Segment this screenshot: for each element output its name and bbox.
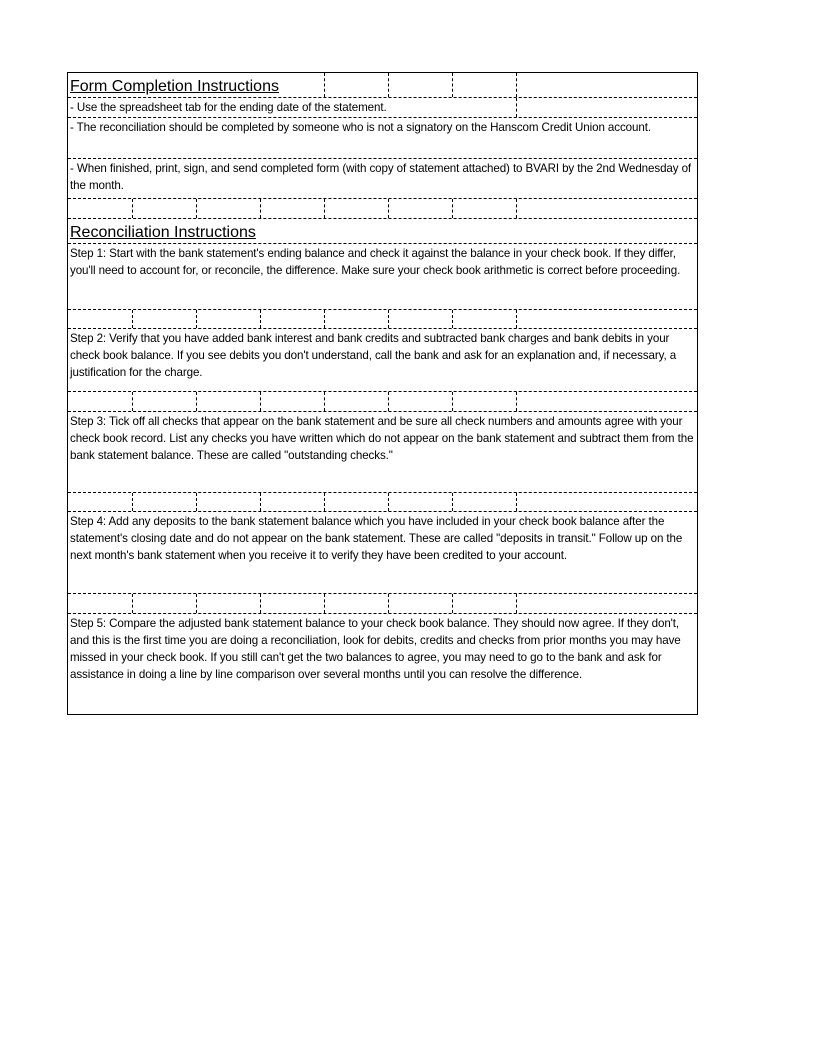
spacer-row (68, 199, 697, 219)
form-completion-title: Form Completion Instructions (70, 78, 279, 95)
reconciliation-step (68, 614, 697, 714)
form-completion-item (68, 98, 697, 118)
reconciliation-heading-row (68, 219, 697, 244)
reconciliation-step-text: Step 2: Verify that you have added bank interest and bank credits and subtracted bank charges and bank debits in your check book balance. If you see debits you don't understand, call the bank and ask for an explanation and, if necessary, a justification for the charge. (70, 332, 677, 379)
reconciliation-step-text: Step 3: Tick off all checks that appear on the bank statement and be sure all check numbers and amounts agree with your check book record. List any checks you have written which do not appear on the bank statement and subtract them from the bank statement balance. These are called "outstanding checks." (70, 415, 694, 462)
spacer-row (68, 310, 697, 329)
form-completion-item (68, 159, 697, 199)
reconciliation-step (68, 512, 697, 594)
reconciliation-step-text: Step 4: Add any deposits to the bank statement balance which you have included in your check book balance after the statement's closing date and do not appear on the bank statement. These are called "deposits in transit." Follow up on the next month's bank statement when you receive it to verify they have been credited to your account. (70, 515, 683, 562)
spacer-row (68, 594, 697, 614)
spacer-row (68, 493, 697, 512)
reconciliation-step-text: Step 5: Compare the adjusted bank statement balance to your check book balance. They should now agree. If they don't, and this is the first time you are doing a reconciliation, look for debits, credits and checks from prior months you may have missed in your check book. If you still can't get the two balances to agree, you may need to go to the bank and ask for assistance in doing a line by line comparison over several months until you can resolve the difference. (70, 617, 681, 681)
form-completion-item-text: - When finished, print, sign, and send completed form (with copy of statement attached) to BVARI by the 2nd Wednesday of the month. (70, 162, 692, 192)
form-completion-heading-row (68, 73, 697, 98)
reconciliation-step (68, 244, 697, 310)
reconciliation-step-text: Step 1: Start with the bank statement's ending balance and check it against the balance in your check book. If they differ, you'll need to account for, or reconcile, the difference. Make sure your check book arithmetic is correct before proceeding. (70, 247, 681, 277)
spacer-row (68, 392, 697, 412)
form-completion-item-text: - The reconciliation should be completed by someone who is not a signatory on the Hanscom Credit Union account. (70, 121, 651, 134)
reconciliation-title: Reconciliation Instructions (70, 224, 256, 241)
reconciliation-step (68, 412, 697, 493)
instructions-sheet (67, 72, 698, 715)
form-completion-item (68, 118, 697, 159)
reconciliation-step (68, 329, 697, 392)
form-completion-item-text: - Use the spreadsheet tab for the ending date of the statement. (70, 101, 387, 114)
